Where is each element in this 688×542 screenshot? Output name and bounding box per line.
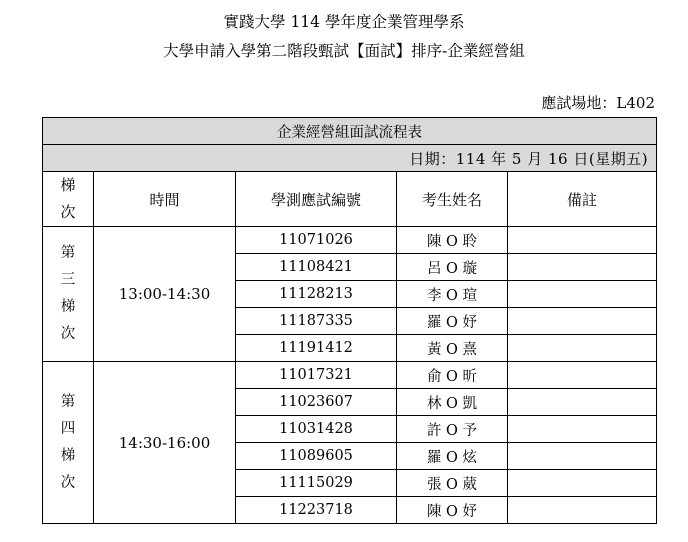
table-title: 企業經營組面試流程表 bbox=[43, 118, 657, 145]
exam-room-label: 應試場地：L402 bbox=[541, 94, 655, 112]
candidate-name-cell: 林 O 凱 bbox=[397, 389, 508, 416]
exam-id-cell: 11017321 bbox=[236, 362, 397, 389]
exam-id-cell: 11108421 bbox=[236, 254, 397, 281]
candidate-name-cell: 張 O 葳 bbox=[397, 470, 508, 497]
session-label: 第三梯次 bbox=[43, 227, 94, 362]
candidate-name-cell: 陳 O 妤 bbox=[397, 497, 508, 524]
remarks-cell bbox=[508, 254, 657, 281]
interview-schedule-table bbox=[42, 117, 657, 524]
exam-id-cell: 11128213 bbox=[236, 281, 397, 308]
candidate-name-cell: 呂 O 璇 bbox=[397, 254, 508, 281]
remarks-cell bbox=[508, 335, 657, 362]
candidate-name-cell: 李 O 瑄 bbox=[397, 281, 508, 308]
remarks-cell bbox=[508, 227, 657, 254]
remarks-cell bbox=[508, 443, 657, 470]
candidate-name-cell: 陳 O 聆 bbox=[397, 227, 508, 254]
table-row bbox=[43, 362, 657, 389]
column-header-session: 梯次 bbox=[43, 172, 94, 227]
interview-date: 日期：114 年 5 月 16 日(星期五) bbox=[43, 145, 657, 172]
remarks-cell bbox=[508, 470, 657, 497]
column-header-candidate-name: 考生姓名 bbox=[397, 172, 508, 227]
document-title: 實踐大學 114 學年度企業管理學系 bbox=[223, 13, 465, 31]
table-row bbox=[43, 227, 657, 254]
candidate-name-cell: 俞 O 昕 bbox=[397, 362, 508, 389]
exam-id-cell: 11115029 bbox=[236, 470, 397, 497]
remarks-cell bbox=[508, 362, 657, 389]
column-header-exam-id: 學測應試編號 bbox=[236, 172, 397, 227]
exam-id-cell: 11187335 bbox=[236, 308, 397, 335]
session-time: 13:00-14:30 bbox=[94, 227, 236, 362]
remarks-cell bbox=[508, 497, 657, 524]
exam-id-cell: 11023607 bbox=[236, 389, 397, 416]
document-subtitle: 大學申請入學第二階段甄試【面試】排序-企業經營組 bbox=[163, 42, 525, 60]
session-time: 14:30-16:00 bbox=[94, 362, 236, 524]
remarks-cell bbox=[508, 308, 657, 335]
candidate-name-cell: 黃 O 熹 bbox=[397, 335, 508, 362]
candidate-name-cell: 羅 O 妤 bbox=[397, 308, 508, 335]
exam-id-cell: 11223718 bbox=[236, 497, 397, 524]
remarks-cell bbox=[508, 389, 657, 416]
session-label: 第四梯次 bbox=[43, 362, 94, 524]
exam-id-cell: 11031428 bbox=[236, 416, 397, 443]
table-header-row bbox=[43, 172, 657, 227]
exam-id-cell: 11071026 bbox=[236, 227, 397, 254]
column-header-remarks: 備註 bbox=[508, 172, 657, 227]
exam-id-cell: 11191412 bbox=[236, 335, 397, 362]
candidate-name-cell: 羅 O 炫 bbox=[397, 443, 508, 470]
column-header-time: 時間 bbox=[94, 172, 236, 227]
remarks-cell bbox=[508, 281, 657, 308]
remarks-cell bbox=[508, 416, 657, 443]
candidate-name-cell: 許 O 予 bbox=[397, 416, 508, 443]
exam-id-cell: 11089605 bbox=[236, 443, 397, 470]
